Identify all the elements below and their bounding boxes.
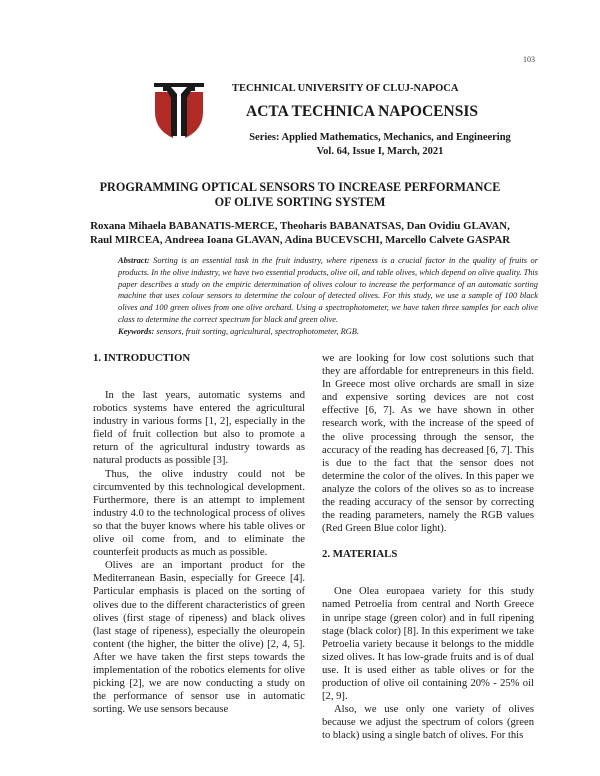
abstract-block bbox=[118, 255, 538, 338]
journal-name: ACTA TECHNICA NAPOCENSIS bbox=[246, 103, 478, 120]
author-list bbox=[40, 219, 560, 247]
abstract-body: Sorting is an essential task in the fruit industry, where ripeness is a crucial factor in the quality of fruits or products. In the olive industry, we have two essential products, olive oil, and table olives, which depend on olive quality. This paper describes a study on the empiric determination of olives colour to increase the performance of an automatic sorting machine that uses colour sensors to determine the colour of detected olives. For this study, we use a sample of 100 black olives and 100 green olives from one olive orchard. Using a spectrophotometer, we have taken three samples for each olive class to determine the correct spectrum for black and green olive. bbox=[118, 256, 538, 324]
title-line-2: OF OLIVE SORTING SYSTEM bbox=[214, 195, 386, 209]
university-logo-icon bbox=[153, 78, 205, 140]
materials-paragraph-2: Also, we use only one variety of olives because we adjust the spectrum of colors (green to black) using a single batch of olives. For this bbox=[322, 704, 534, 742]
keywords-body: sensors, fruit sorting, agricultural, spectrophotometer, RGB. bbox=[154, 326, 359, 336]
intro-paragraph-3-continued: we are looking for low cost solutions such that they are affordable for entrepreneurs in this field. In Greece most olive orchards are small in size and expensive sorting devices are not cost effective [6, 7]. As we have shown in other research work, with the increase of the speed of the olive processing through the sensor, the accuracy of the reading has decreased [6, 7]. This is due to the fact that the sensor does not determine the color of the olives. In this paper we analyze the colors of the olives so as to increase the reading accuracy of the sensor by correcting the reading parameters, namely the RGB values (Red Green Blue color light). bbox=[322, 353, 534, 535]
section-heading-materials: 2. MATERIALS bbox=[322, 548, 398, 561]
paper-title bbox=[60, 180, 540, 210]
abstract-text bbox=[118, 255, 538, 326]
intro-paragraph-1: In the last years, automatic systems and robotics systems have entered the agricultural industry in various forms [1, 2], especially in the field of fruit collection but also to promote a return of the agricultural industry towards as natural products as possible [3]. bbox=[93, 390, 305, 467]
right-column bbox=[322, 352, 534, 742]
abstract-label: Abstract: bbox=[118, 256, 150, 265]
series-line: Series: Applied Mathematics, Mechanics, and Engineering bbox=[249, 132, 511, 143]
keywords bbox=[118, 326, 538, 338]
section-heading-introduction: 1. INTRODUCTION bbox=[93, 352, 191, 364]
university-name: TECHNICAL UNIVERSITY OF CLUJ-NAPOCA bbox=[232, 83, 459, 94]
authors-line-1: Roxana Mihaela BABANATIS-MERCE, Theoharis BABANATSAS, Dan Ovidiu GLAVAN, bbox=[90, 220, 510, 232]
volume-line: Vol. 64, Issue I, March, 2021 bbox=[316, 146, 444, 157]
intro-paragraph-3: Olives are an important product for the Mediterranean Basin, especially for Greece [4]. Particular emphasis is placed on the sorting of olives due to the different characteristics of green olives (first stage of ripeness) and black olives (last stage of ripeness), especially the oleuropein content (the higher, the bitter the olive) [2, 4, 5]. After we have taken the first steps towards the implementation of the robotics elements for olive picking [2], we are now conducting a study on the performance of sensor use in automatic sorting. We use sensors because bbox=[93, 560, 305, 716]
materials-paragraph-1: One Olea europaea variety for this study named Petroelia from central and North Greece in unripe stage (green color) and in full ripening stage (black color) [8]. In this experiment we take Petroelia variety because it belongs to the middle sized olives. It has low-grade fruits and is of dual use. It is used either as table olives or for the production of olive oil containing 20% - 25% oil [2, 9]. bbox=[322, 586, 534, 703]
authors-line-2: Raul MIRCEA, Andreea Ioana GLAVAN, Adina BUCEVSCHI, Marcello Calvete GASPAR bbox=[89, 234, 511, 246]
series-info bbox=[220, 131, 540, 159]
page-number: 103 bbox=[523, 55, 535, 64]
intro-paragraph-2: Thus, the olive industry could not be circumvented by this technological development. Furthermore, there is an attempt to implement industry 4.0 to the technological process of olives so that the buyer knows where his table olives or olive oil come from, and to eliminate the counterfeit products as much as possible. bbox=[93, 468, 305, 559]
left-column bbox=[93, 352, 305, 716]
keywords-label: Keywords: bbox=[118, 326, 155, 336]
title-line-1: PROGRAMMING OPTICAL SENSORS TO INCREASE PERFORMANCE bbox=[99, 180, 501, 194]
